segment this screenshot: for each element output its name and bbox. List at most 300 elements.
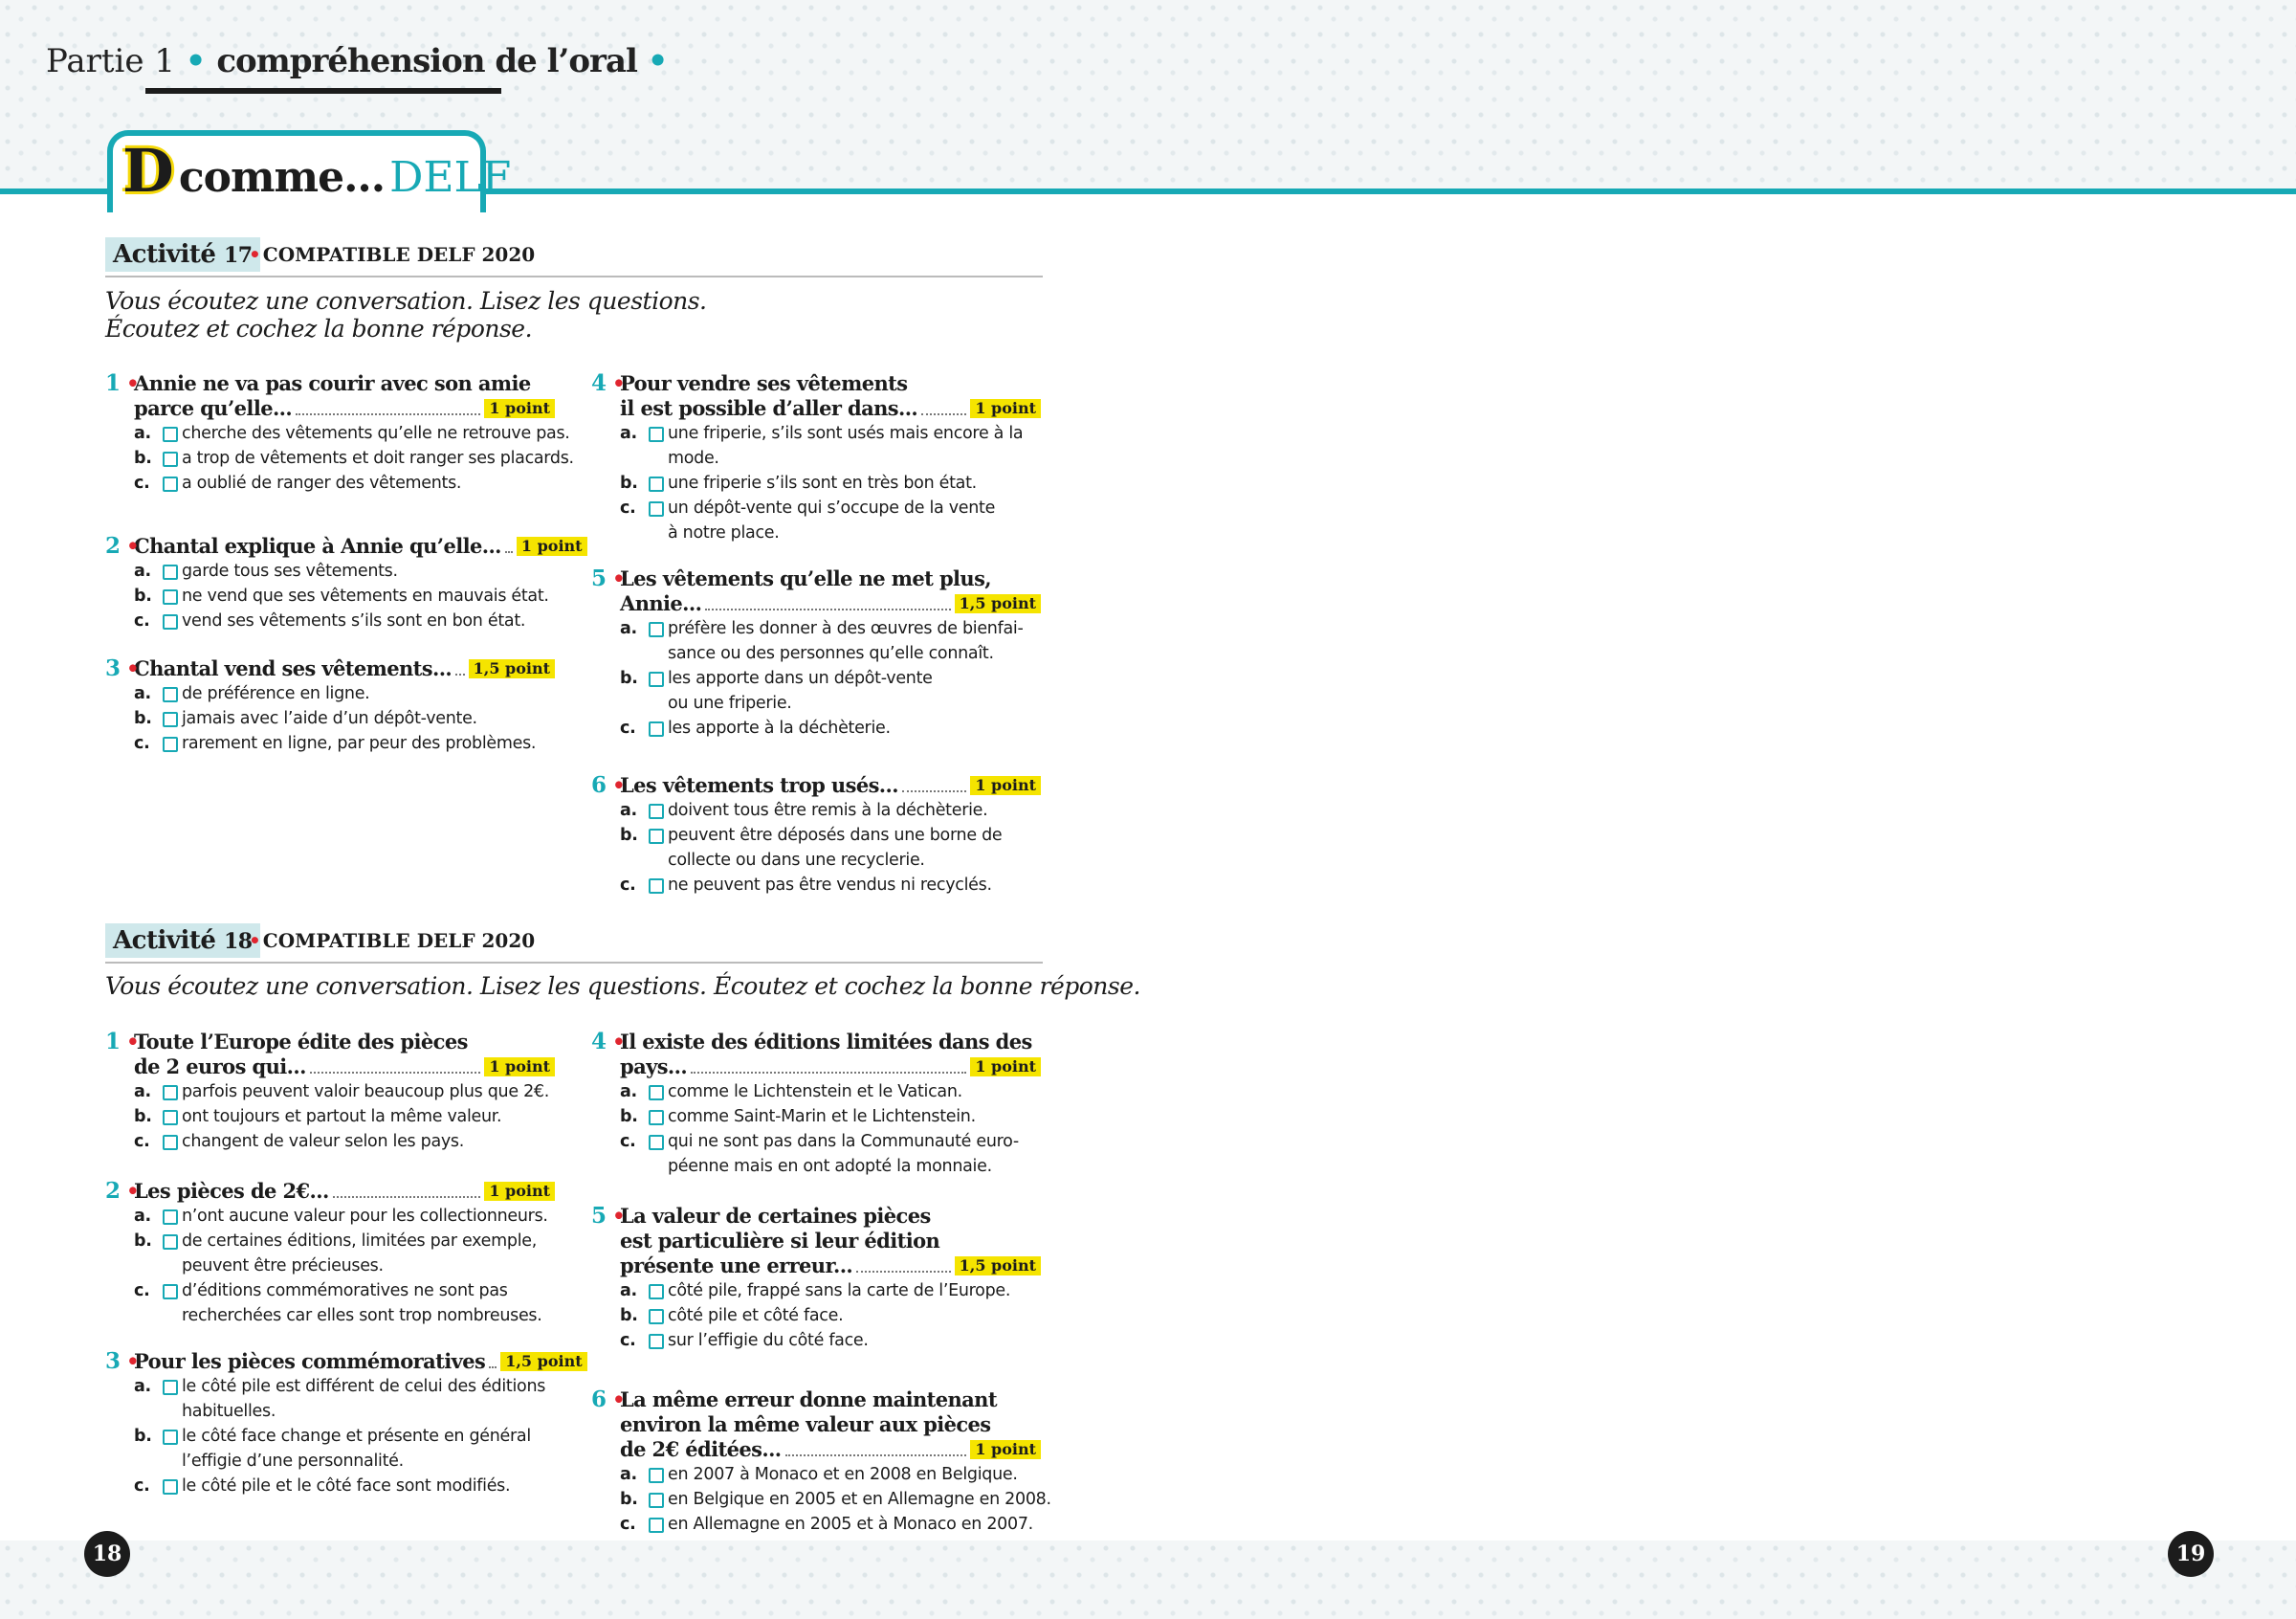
- option-letter: a.: [134, 1082, 151, 1101]
- option-text: de certaines éditions, limitées par exemple,: [182, 1231, 537, 1251]
- answer-checkbox[interactable]: [649, 1284, 664, 1299]
- option-text: doivent tous être remis à la déchèterie.: [668, 801, 988, 820]
- points-badge: 1,5 point: [955, 1256, 1041, 1275]
- instruction-line: Vous écoutez une conversation. Lisez les questions.: [105, 287, 707, 315]
- activity-header: [105, 923, 1043, 962]
- option-letter: a.: [134, 1207, 151, 1226]
- section-title: compréhension de l’oral: [216, 42, 637, 80]
- option-letter: a.: [620, 1281, 637, 1300]
- answer-checkbox[interactable]: [649, 829, 664, 844]
- answer-checkbox[interactable]: [163, 589, 178, 605]
- question-bullet: •: [606, 1030, 625, 1053]
- answer-checkbox[interactable]: [163, 1234, 178, 1250]
- option-text: le côté pile est différent de celui des éditions: [182, 1377, 546, 1396]
- option-letter: c.: [620, 719, 636, 738]
- option-text: jamais avec l’aide d’un dépôt-vente.: [182, 709, 477, 728]
- option-text: rarement en ligne, par peur des problèmes.: [182, 734, 537, 753]
- activity-number: 17: [224, 243, 253, 268]
- question-number: [105, 1030, 139, 1054]
- answer-checkbox[interactable]: [163, 1284, 178, 1299]
- answer-option: [591, 666, 1041, 716]
- answer-option: [105, 1129, 555, 1154]
- option-text: ne peuvent pas être vendus ni recyclés.: [668, 876, 992, 895]
- question-title: [105, 656, 555, 681]
- option-letter: b.: [134, 587, 152, 606]
- option-text: ne vend que ses vêtements en mauvais état.: [182, 587, 549, 606]
- option-text: sance ou des personnes qu’elle connaît.: [668, 644, 994, 663]
- answer-option: [105, 1474, 555, 1498]
- answer-checkbox[interactable]: [649, 622, 664, 637]
- points-badge: 1 point: [484, 1057, 555, 1076]
- question-text-line: Les pièces de 2€...: [134, 1179, 329, 1203]
- question-text-line: Annie ne va pas courir avec son amie: [134, 371, 531, 395]
- title-letter: D: [122, 136, 174, 206]
- question-bullet: •: [120, 656, 139, 680]
- option-letter: a.: [134, 1377, 151, 1396]
- option-letter: c.: [134, 1281, 150, 1300]
- option-letter: c.: [134, 734, 150, 753]
- answer-option: [105, 446, 574, 471]
- answer-checkbox[interactable]: [649, 1334, 664, 1349]
- answer-checkbox[interactable]: [163, 1380, 178, 1395]
- question-text-line: est particulière si leur édition: [620, 1229, 940, 1253]
- option-text: a trop de vêtements et doit ranger ses placards.: [182, 449, 574, 468]
- answer-checkbox[interactable]: [649, 427, 664, 442]
- option-letter: b.: [134, 1231, 152, 1251]
- answer-checkbox[interactable]: [649, 1085, 664, 1100]
- option-text: cherche des vêtements qu’elle ne retrouve pas.: [182, 424, 570, 443]
- answer-option: [591, 496, 1041, 545]
- question-block: [105, 656, 555, 756]
- answer-option: [105, 1104, 555, 1129]
- answer-option: [105, 584, 555, 609]
- question-number-text: 6: [591, 1386, 607, 1412]
- activity-number: 18: [224, 929, 253, 954]
- question-text-line: Toute l’Europe édite des pièces: [134, 1030, 468, 1053]
- option-letter: b.: [620, 669, 638, 688]
- activity-label-text: Activité: [113, 240, 216, 269]
- answer-checkbox[interactable]: [163, 1209, 178, 1225]
- answer-option: [591, 471, 1041, 496]
- option-text: ont toujours et partout la même valeur.: [182, 1107, 502, 1126]
- compat-text: COMPATIBLE DELF 2020: [262, 243, 536, 266]
- question-title: [105, 533, 583, 559]
- question-text-line: Pour vendre ses vêtements: [620, 371, 908, 395]
- option-letter: c.: [620, 1132, 636, 1151]
- question-title: [591, 773, 1041, 798]
- option-text: préfère les donner à des œuvres de bienfai-: [668, 619, 1024, 638]
- answer-checkbox[interactable]: [649, 672, 664, 687]
- option-text: collecte ou dans une recyclerie.: [668, 851, 925, 870]
- activity-label-text: Activité: [113, 926, 216, 955]
- question-last-line: [134, 1054, 555, 1079]
- option-text: un dépôt-vente qui s’occupe de la vente: [668, 499, 996, 518]
- page-number-left: 18: [84, 1531, 130, 1577]
- title-delf: DELF: [389, 153, 512, 202]
- question-block: [105, 1179, 555, 1328]
- option-letter: b.: [134, 1107, 152, 1126]
- question-bullet: •: [120, 1349, 139, 1373]
- question-bullet: •: [606, 773, 625, 797]
- question-last-line: [134, 396, 555, 421]
- activity-label: [105, 923, 260, 958]
- footer-pattern: [0, 1541, 2296, 1619]
- question-number: [591, 773, 625, 798]
- answer-option: [105, 1374, 555, 1424]
- dotted-leader: [333, 1196, 481, 1198]
- dotted-leader: [921, 413, 966, 415]
- question-text-line: parce qu’elle...: [134, 396, 293, 420]
- question-bullet: •: [120, 1030, 139, 1053]
- question-text-line: Pour les pièces commémoratives: [134, 1349, 486, 1373]
- option-text: les apporte à la déchèterie.: [668, 719, 891, 738]
- question-text-line: de 2 euros qui...: [134, 1054, 306, 1078]
- question-text-line: Annie...: [620, 591, 702, 615]
- page-title: [122, 136, 512, 206]
- answer-checkbox[interactable]: [649, 1493, 664, 1508]
- title-comme: comme...: [178, 153, 386, 202]
- answer-option: [105, 1079, 555, 1104]
- instruction-line: Vous écoutez une conversation. Lisez les questions. Écoutez et cochez la bonne réponse.: [105, 972, 1140, 1000]
- question-text-line: La même erreur donne maintenant: [620, 1387, 997, 1411]
- answer-checkbox[interactable]: [163, 452, 178, 467]
- answer-checkbox[interactable]: [649, 501, 664, 517]
- option-text: le côté pile et le côté face sont modifiés.: [182, 1476, 511, 1496]
- question-block: [591, 773, 1041, 898]
- question-text-line: Chantal explique à Annie qu’elle...: [134, 534, 501, 558]
- question-last-line: [134, 1179, 555, 1204]
- points-badge: 1 point: [970, 776, 1041, 795]
- question-last-line: [134, 656, 555, 681]
- answer-checkbox[interactable]: [163, 614, 178, 630]
- answer-option: [591, 1104, 1041, 1129]
- dotted-leader: [505, 551, 513, 553]
- answer-checkbox[interactable]: [649, 1518, 664, 1533]
- question-last-line: [620, 1437, 1041, 1462]
- points-badge: 1 point: [970, 1440, 1041, 1459]
- option-text: habituelles.: [182, 1402, 276, 1421]
- option-text: l’effigie d’une personnalité.: [182, 1452, 404, 1471]
- question-number-text: 2: [105, 1178, 121, 1204]
- dotted-leader: [691, 1072, 966, 1074]
- question-title: [105, 371, 555, 421]
- answer-checkbox[interactable]: [649, 1309, 664, 1324]
- option-letter: b.: [620, 474, 638, 493]
- question-block: [105, 533, 583, 633]
- answer-option: [105, 1204, 555, 1229]
- option-text: comme Saint-Marin et le Lichtenstein.: [668, 1107, 976, 1126]
- answer-checkbox[interactable]: [163, 477, 178, 492]
- answer-option: [591, 716, 1041, 741]
- points-badge: 1 point: [484, 1182, 555, 1201]
- question-text-line: pays...: [620, 1054, 688, 1078]
- activity-rule: [105, 276, 1043, 277]
- question-number-text: 3: [105, 1348, 121, 1374]
- question-last-line: [620, 773, 1041, 798]
- question-title: [591, 371, 1041, 421]
- question-number-text: 4: [591, 1029, 607, 1054]
- section-underline: [145, 88, 501, 94]
- question-text-line: Il existe des éditions limitées dans des: [620, 1030, 1032, 1053]
- answer-option: [591, 1328, 1041, 1353]
- answer-option: [105, 1424, 555, 1474]
- option-text: en 2007 à Monaco et en 2008 en Belgique.: [668, 1465, 1018, 1484]
- question-number: [591, 1387, 625, 1412]
- question-number-text: 5: [591, 1203, 607, 1229]
- option-text: sur l’effigie du côté face.: [668, 1331, 869, 1350]
- answer-option: [591, 798, 1041, 823]
- instruction-line: Écoutez et cochez la bonne réponse.: [105, 315, 533, 343]
- answer-option: [105, 681, 555, 706]
- answer-checkbox[interactable]: [649, 1468, 664, 1483]
- question-number: [105, 371, 139, 396]
- answer-option: [105, 731, 555, 756]
- answer-option: [105, 609, 555, 633]
- answer-option: [591, 1512, 1041, 1537]
- answer-checkbox[interactable]: [649, 1110, 664, 1125]
- dotted-leader: [455, 674, 464, 676]
- answer-checkbox[interactable]: [163, 737, 178, 752]
- answer-option: [591, 1278, 1041, 1303]
- option-text: parfois peuvent valoir beaucoup plus que 2€.: [182, 1082, 549, 1101]
- question-text-line: Chantal vend ses vêtements...: [134, 656, 453, 680]
- question-bullet: •: [120, 371, 139, 395]
- option-text: comme le Lichtenstein et le Vatican.: [668, 1082, 962, 1101]
- points-badge: 1 point: [517, 537, 587, 556]
- option-text: côté pile et côté face.: [668, 1306, 844, 1325]
- activity-instruction: [105, 972, 1140, 1000]
- answer-option: [591, 616, 1041, 666]
- question-number: [591, 371, 625, 396]
- option-letter: a.: [620, 1465, 637, 1484]
- option-letter: b.: [620, 1490, 638, 1509]
- answer-checkbox[interactable]: [163, 687, 178, 702]
- option-text: à notre place.: [668, 523, 780, 543]
- answer-option: [591, 873, 1041, 898]
- option-text: n’ont aucune valeur pour les collectionneurs.: [182, 1207, 548, 1226]
- dotted-leader: [902, 790, 966, 792]
- option-letter: a.: [134, 684, 151, 703]
- question-title: [105, 1030, 555, 1079]
- answer-checkbox[interactable]: [649, 721, 664, 737]
- option-text: de préférence en ligne.: [182, 684, 370, 703]
- points-badge: 1,5 point: [500, 1352, 586, 1371]
- answer-option: [105, 471, 555, 496]
- dotted-leader: [489, 1366, 497, 1368]
- answer-checkbox[interactable]: [649, 1135, 664, 1150]
- points-badge: 1 point: [484, 399, 555, 418]
- question-block: [591, 1030, 1041, 1179]
- option-letter: c.: [134, 611, 150, 631]
- question-bullet: •: [606, 1204, 625, 1228]
- answer-checkbox[interactable]: [649, 804, 664, 819]
- option-text: recherchées car elles sont trop nombreuses.: [182, 1306, 542, 1325]
- option-letter: a.: [134, 562, 151, 581]
- activity-header: [105, 237, 1043, 276]
- option-text: peuvent être déposés dans une borne de: [668, 826, 1003, 845]
- question-block: [105, 370, 574, 496]
- question-block: [591, 371, 1041, 545]
- points-badge: 1 point: [970, 1057, 1041, 1076]
- question-text-line: présente une erreur...: [620, 1253, 853, 1277]
- option-text: peuvent être précieuses.: [182, 1256, 384, 1275]
- compat-dot: •: [249, 929, 261, 952]
- question-text-line: il est possible d’aller dans...: [620, 396, 918, 420]
- answer-option: [591, 1303, 1041, 1328]
- compat-badge: [249, 243, 535, 266]
- answer-checkbox[interactable]: [163, 1430, 178, 1445]
- answer-checkbox[interactable]: [163, 1110, 178, 1125]
- answer-option: [591, 1129, 1041, 1179]
- option-text: ou une friperie.: [668, 694, 792, 713]
- option-text: le côté face change et présente en général: [182, 1427, 531, 1446]
- section-heading: Partie 1 • compréhension de l’oral •: [46, 42, 669, 80]
- activity-instruction: [105, 287, 707, 343]
- option-text: côté pile, frappé sans la carte de l’Europe.: [668, 1281, 1011, 1300]
- option-text: d’éditions commémoratives ne sont pas: [182, 1281, 508, 1300]
- option-letter: b.: [620, 826, 638, 845]
- question-last-line: [134, 534, 583, 559]
- answer-checkbox[interactable]: [163, 1085, 178, 1100]
- option-text: changent de valeur selon les pays.: [182, 1132, 464, 1151]
- question-bullet: •: [606, 371, 625, 395]
- answer-option: [105, 1229, 555, 1278]
- dotted-leader: [856, 1271, 950, 1273]
- answer-checkbox[interactable]: [163, 1135, 178, 1150]
- question-number-text: 5: [591, 566, 607, 591]
- option-letter: b.: [134, 1427, 152, 1446]
- option-text: une friperie s’ils sont en très bon état.: [668, 474, 977, 493]
- question-number-text: 4: [591, 370, 607, 396]
- question-bullet: •: [606, 1387, 625, 1411]
- activity-label: [105, 237, 260, 272]
- option-letter: c.: [134, 1476, 150, 1496]
- option-letter: a.: [134, 424, 151, 443]
- answer-checkbox[interactable]: [649, 477, 664, 492]
- option-text: a oublié de ranger des vêtements.: [182, 474, 462, 493]
- question-last-line: [620, 396, 1041, 421]
- question-block: [591, 1204, 1041, 1353]
- answer-checkbox[interactable]: [163, 712, 178, 727]
- dotted-leader: [705, 609, 950, 610]
- option-letter: a.: [620, 424, 637, 443]
- question-number: [105, 534, 139, 559]
- question-bullet: •: [606, 566, 625, 590]
- option-letter: b.: [134, 709, 152, 728]
- question-block: [105, 1348, 583, 1498]
- points-badge: 1,5 point: [955, 594, 1041, 613]
- question-number-text: 3: [105, 655, 121, 681]
- option-text: vend ses vêtements s’ils sont en bon état.: [182, 611, 526, 631]
- option-letter: b.: [620, 1306, 638, 1325]
- question-number: [105, 1179, 139, 1204]
- option-letter: b.: [134, 449, 152, 468]
- question-text-line: environ la même valeur aux pièces: [620, 1412, 991, 1436]
- option-letter: b.: [620, 1107, 638, 1126]
- question-number-text: 1: [105, 370, 121, 396]
- question-number: [591, 566, 625, 591]
- option-text: en Belgique en 2005 et en Allemagne en 2008.: [668, 1490, 1051, 1509]
- question-number-text: 2: [105, 533, 121, 559]
- question-bullet: •: [120, 534, 139, 558]
- activity-rule: [105, 962, 1043, 964]
- question-title: [105, 1348, 583, 1374]
- dotted-leader: [296, 413, 480, 415]
- question-last-line: [620, 591, 1041, 616]
- option-letter: c.: [620, 1515, 636, 1534]
- answer-checkbox[interactable]: [163, 1479, 178, 1495]
- question-title: [105, 1179, 555, 1204]
- question-block: [591, 566, 1041, 741]
- answer-option: [591, 823, 1041, 873]
- question-number: [591, 1204, 625, 1229]
- points-badge: 1,5 point: [469, 659, 555, 678]
- option-letter: c.: [620, 499, 636, 518]
- option-text: une friperie, s’ils sont usés mais encore à la: [668, 424, 1024, 443]
- question-text-line: Les vêtements qu’elle ne met plus,: [620, 566, 992, 590]
- option-letter: c.: [620, 1331, 636, 1350]
- answer-checkbox[interactable]: [163, 565, 178, 580]
- question-last-line: [620, 1054, 1041, 1079]
- option-letter: c.: [620, 876, 636, 895]
- option-letter: c.: [134, 1132, 150, 1151]
- option-text: péenne mais en ont adopté la monnaie.: [668, 1157, 992, 1176]
- answer-option: [105, 1278, 555, 1328]
- answer-option: [105, 421, 570, 446]
- option-letter: a.: [620, 1082, 637, 1101]
- dotted-leader: [785, 1454, 967, 1456]
- question-title: [591, 566, 1041, 616]
- option-letter: a.: [620, 801, 637, 820]
- answer-option: [591, 1462, 1041, 1487]
- question-number: [105, 656, 139, 681]
- option-text: les apporte dans un dépôt-vente: [668, 669, 933, 688]
- page-number-right: 19: [2168, 1531, 2214, 1577]
- question-number: [591, 1030, 625, 1054]
- question-block: [105, 1030, 555, 1154]
- question-block: [591, 1386, 1051, 1537]
- answer-checkbox[interactable]: [163, 427, 178, 442]
- question-text-line: Les vêtements trop usés...: [620, 773, 898, 797]
- partie-label: Partie 1: [46, 42, 175, 80]
- question-number-text: 6: [591, 772, 607, 798]
- question-last-line: [620, 1253, 1041, 1278]
- compat-badge: [249, 929, 535, 952]
- question-title: [591, 1030, 1041, 1079]
- question-number: [105, 1349, 139, 1374]
- question-bullet: •: [120, 1179, 139, 1203]
- question-last-line: [134, 1349, 583, 1374]
- compat-dot: •: [249, 243, 261, 266]
- answer-checkbox[interactable]: [649, 878, 664, 894]
- option-text: mode.: [668, 449, 719, 468]
- dotted-leader: [310, 1072, 481, 1074]
- question-title: [591, 1387, 1041, 1462]
- compat-text: COMPATIBLE DELF 2020: [262, 929, 536, 952]
- answer-option: [591, 1079, 1041, 1104]
- answer-option: [591, 1487, 1051, 1512]
- option-text: en Allemagne en 2005 et à Monaco en 2007.: [668, 1515, 1033, 1534]
- option-letter: c.: [134, 474, 150, 493]
- answer-option: [105, 706, 555, 731]
- answer-option: [591, 421, 1041, 471]
- question-text-line: de 2€ éditées...: [620, 1437, 782, 1461]
- points-badge: 1 point: [970, 399, 1041, 418]
- option-text: garde tous ses vêtements.: [182, 562, 398, 581]
- question-title: [591, 1204, 1041, 1278]
- answer-option: [105, 559, 555, 584]
- question-text-line: La valeur de certaines pièces: [620, 1204, 931, 1228]
